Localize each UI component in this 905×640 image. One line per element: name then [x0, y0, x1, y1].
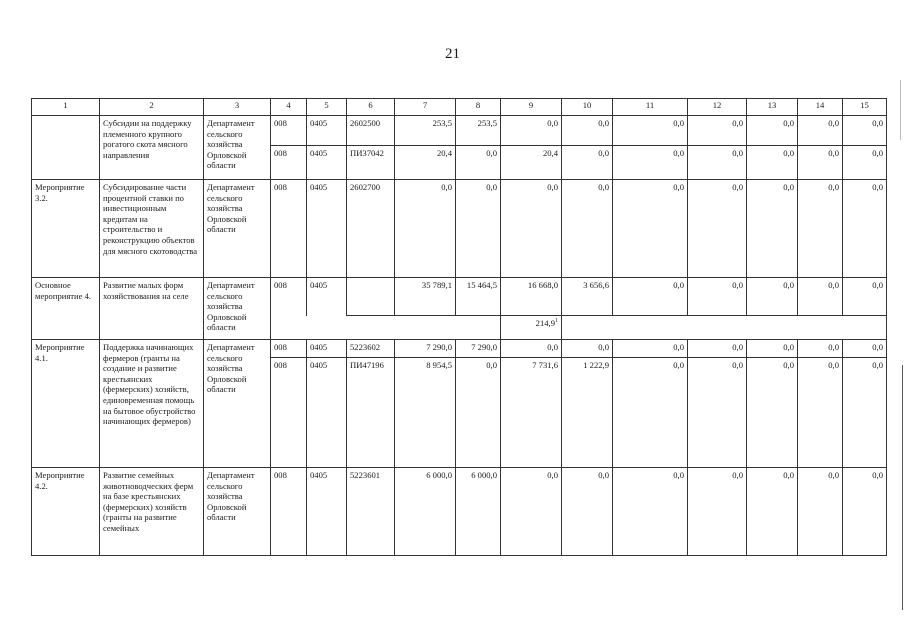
column-header: 1	[32, 99, 100, 116]
cell-value: 0,0	[613, 278, 688, 316]
cell-code: 008	[271, 340, 307, 358]
cell-value: 0,0	[501, 340, 562, 358]
cell-value: 0,0	[456, 146, 501, 180]
table-header	[32, 99, 887, 116]
cell-value: 7 290,0	[456, 340, 501, 358]
cell-value: 0,0	[798, 358, 843, 468]
cell-description: Субсидирование части процентной ставки по инвестиционным кредитам на строительство и реконструкцию объектов для мясного скотоводства	[100, 180, 204, 278]
cell-value: 0,0	[843, 278, 887, 316]
cell-value: 7 731,6	[501, 358, 562, 468]
cell-value: 0,0	[843, 358, 887, 468]
table-row	[32, 180, 887, 278]
cell-value: 0,0	[747, 116, 798, 146]
table-body	[32, 116, 887, 556]
cell-code: 008	[271, 146, 307, 180]
column-header: 4	[271, 99, 307, 116]
cell-measure	[32, 116, 100, 180]
cell-value: 8 954,5	[395, 358, 456, 468]
cell-value: 253,5	[395, 116, 456, 146]
cell-executor: Департамент сельского хозяйства Орловской области	[204, 340, 271, 468]
cell-value: 0,0	[747, 180, 798, 278]
column-header: 9	[501, 99, 562, 116]
table-row	[32, 468, 887, 556]
cell-value: 0,0	[798, 468, 843, 556]
cell-value: 15 464,5	[456, 278, 501, 316]
cell-value	[501, 316, 562, 340]
scan-edge-line	[900, 80, 901, 140]
cell-description: Поддержка начинающих фермеров (гранты на создание и развитие крестьянских (фермерских) хозяйств, единовременная помощь на бытовое обустройство начинающих фермеров)	[100, 340, 204, 468]
cell-code: 0405	[307, 340, 347, 358]
cell-value: 0,0	[613, 146, 688, 180]
cell-value: 0,0	[688, 358, 747, 468]
cell-executor: Департамент сельского хозяйства Орловской области	[204, 278, 271, 340]
header-row	[32, 99, 887, 116]
cell-value: 0,0	[613, 116, 688, 146]
cell-value: 20,4	[395, 146, 456, 180]
cell-value: 0,0	[688, 468, 747, 556]
cell-executor: Департамент сельского хозяйства Орловской области	[204, 116, 271, 180]
cell-code: ПИ37042	[347, 146, 395, 180]
cell-value: 0,0	[613, 340, 688, 358]
cell-value: 0,0	[613, 468, 688, 556]
cell-code: 0405	[307, 468, 347, 556]
cell-value: 0,0	[613, 180, 688, 278]
cell-code: 2602500	[347, 116, 395, 146]
cell-code: 008	[271, 278, 307, 316]
scan-edge-line	[902, 365, 903, 610]
cell-measure: Мероприятие 4.2.	[32, 468, 100, 556]
cell-value: 0,0	[747, 146, 798, 180]
cell-value: 7 290,0	[395, 340, 456, 358]
budget-table	[31, 98, 887, 556]
cell-value: 0,0	[747, 358, 798, 468]
cell-value: 0,0	[747, 278, 798, 316]
cell-value: 0,0	[843, 116, 887, 146]
cell-value: 0,0	[798, 116, 843, 146]
cell-value: 0,0	[688, 116, 747, 146]
cell-code: 0405	[307, 278, 347, 316]
cell-description: Субсидии на поддержку племенного крупного рогатого скота мясного направления	[100, 116, 204, 180]
cell-measure: Мероприятие 4.1.	[32, 340, 100, 468]
cell-code: 0405	[307, 116, 347, 146]
cell-value-text: 214,9	[535, 318, 555, 328]
cell-value: 0,0	[798, 146, 843, 180]
cell-value: 0,0	[843, 180, 887, 278]
cell-value: 0,0	[843, 146, 887, 180]
cell-value: 0,0	[798, 340, 843, 358]
cell-value: 20,4	[501, 146, 562, 180]
cell-value: 253,5	[456, 116, 501, 146]
cell-value: 0,0	[798, 278, 843, 316]
column-header: 13	[747, 99, 798, 116]
cell-value: 1 222,9	[562, 358, 613, 468]
column-header: 11	[613, 99, 688, 116]
column-header: 8	[456, 99, 501, 116]
cell-value: 0,0	[501, 116, 562, 146]
cell-value: 0,0	[688, 180, 747, 278]
cell-value: 0,0	[688, 278, 747, 316]
cell-value: 0,0	[688, 340, 747, 358]
cell-value: 0,0	[501, 468, 562, 556]
cell-value: 0,0	[843, 468, 887, 556]
cell-code: 5223602	[347, 340, 395, 358]
cell-code: 2602700	[347, 180, 395, 278]
cell-value: 16 668,0	[501, 278, 562, 316]
cell-value: 3 656,6	[562, 278, 613, 316]
cell-value: 0,0	[456, 180, 501, 278]
cell-value: 0,0	[456, 358, 501, 468]
column-header: 15	[843, 99, 887, 116]
column-header: 5	[307, 99, 347, 116]
footnote-marker: 1	[555, 318, 558, 325]
cell-value: 0,0	[613, 358, 688, 468]
cell-value: 6 000,0	[395, 468, 456, 556]
table-row	[32, 278, 887, 316]
cell-code: ПИ47196	[347, 358, 395, 468]
cell-value: 0,0	[562, 340, 613, 358]
page-number: 21	[445, 46, 460, 62]
cell-value: 0,0	[562, 116, 613, 146]
cell-value: 0,0	[562, 180, 613, 278]
cell-empty	[562, 316, 887, 340]
cell-code: 5223601	[347, 468, 395, 556]
column-header: 10	[562, 99, 613, 116]
cell-value: 0,0	[395, 180, 456, 278]
cell-value: 0,0	[798, 180, 843, 278]
cell-code: 008	[271, 180, 307, 278]
column-header: 14	[798, 99, 843, 116]
column-header: 3	[204, 99, 271, 116]
column-header: 2	[100, 99, 204, 116]
cell-code: 0405	[307, 146, 347, 180]
cell-value: 0,0	[688, 146, 747, 180]
cell-value: 0,0	[562, 146, 613, 180]
cell-executor: Департамент сельского хозяйства Орловской области	[204, 180, 271, 278]
cell-value: 35 789,1	[395, 278, 456, 316]
cell-measure: Мероприятие 3.2.	[32, 180, 100, 278]
cell-description: Развитие малых форм хозяйствования на селе	[100, 278, 204, 340]
cell-value: 0,0	[843, 340, 887, 358]
cell-code: 008	[271, 468, 307, 556]
table-row	[32, 116, 887, 146]
cell-executor: Департамент сельского хозяйства Орловской области	[204, 468, 271, 556]
cell-value: 0,0	[501, 180, 562, 278]
table-row	[32, 340, 887, 358]
column-header: 7	[395, 99, 456, 116]
column-header: 6	[347, 99, 395, 116]
cell-code: 0405	[307, 358, 347, 468]
cell-description: Развитие семейных животноводческих ферм на базе крестьянских (фермерских) хозяйств (гранты на развитие семейных	[100, 468, 204, 556]
cell-value: 0,0	[747, 340, 798, 358]
cell-code: 008	[271, 116, 307, 146]
cell-value: 6 000,0	[456, 468, 501, 556]
cell-code: 008	[271, 358, 307, 468]
cell-empty	[271, 316, 501, 340]
column-header: 12	[688, 99, 747, 116]
cell-value: 0,0	[747, 468, 798, 556]
cell-code	[347, 278, 395, 316]
cell-code: 0405	[307, 180, 347, 278]
cell-value: 0,0	[562, 468, 613, 556]
cell-measure: Основное мероприятие 4.	[32, 278, 100, 340]
